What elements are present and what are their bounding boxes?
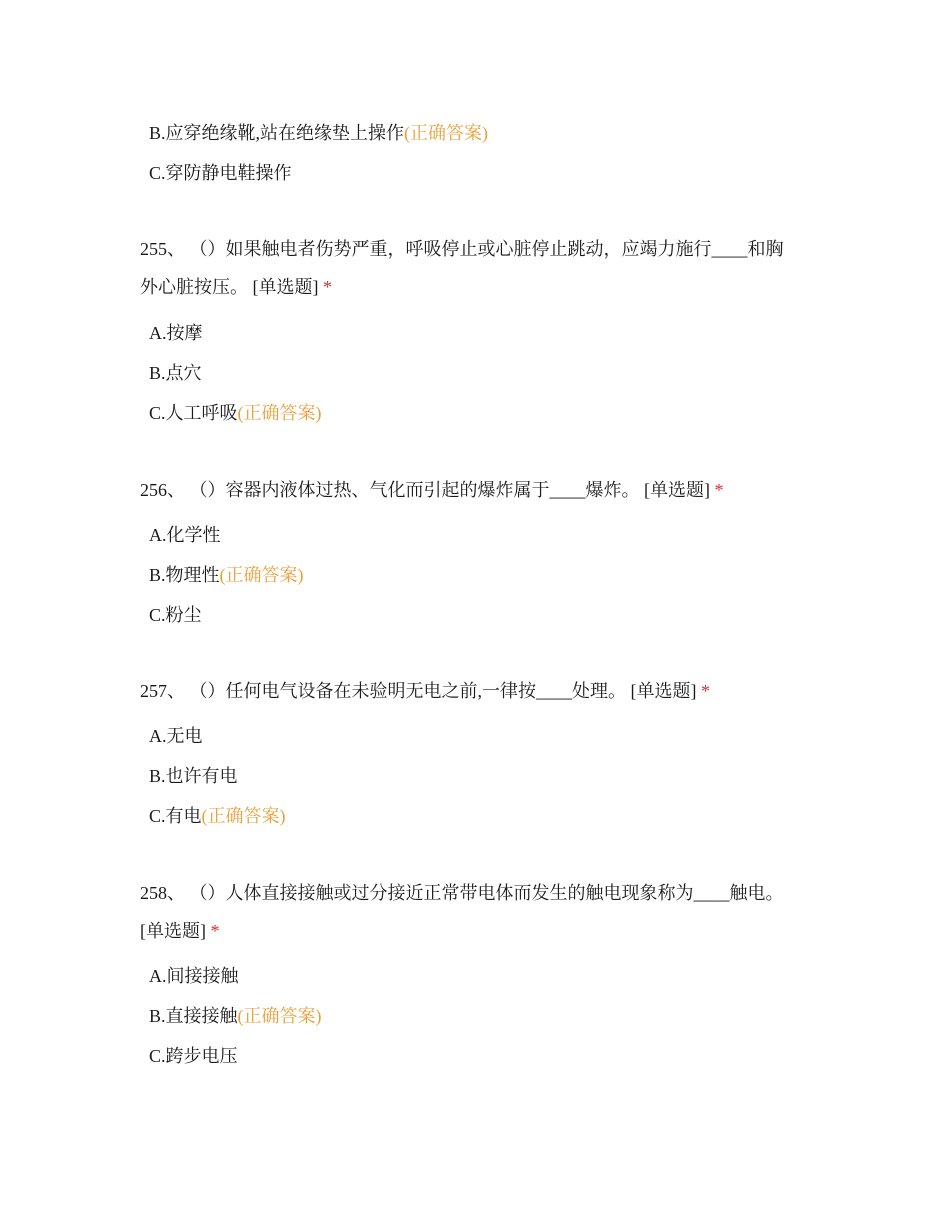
question-text-line bbox=[140, 268, 820, 306]
question-number: 255、 bbox=[140, 239, 185, 259]
option-c[interactable] bbox=[149, 401, 322, 425]
question-text: （）如果触电者伤势严重，呼吸停止或心脏停止跳动，应竭力施行____和胸 bbox=[189, 239, 784, 259]
option-label: B.直接接触 bbox=[149, 1006, 238, 1026]
correct-answer-marker: (正确答案) bbox=[219, 565, 304, 585]
question-text-line bbox=[140, 874, 820, 912]
option-label: B.物理性 bbox=[149, 565, 220, 585]
option-c[interactable] bbox=[149, 603, 202, 627]
question-text: （）任何电气设备在未验明无电之前,一律按____处理。 bbox=[189, 681, 626, 701]
option-b[interactable] bbox=[149, 1004, 322, 1028]
option-b[interactable] bbox=[149, 563, 304, 587]
correct-answer-marker: (正确答案) bbox=[201, 806, 286, 826]
question-255 bbox=[140, 230, 820, 306]
question-text-line bbox=[140, 230, 820, 268]
required-star: * bbox=[210, 921, 220, 941]
question-text: （）人体直接接触或过分接近正常带电体而发生的触电现象称为____触电。 bbox=[189, 883, 784, 903]
question-text: 外心脏按压。 bbox=[140, 277, 248, 297]
question-type-badge: [单选题] bbox=[644, 480, 710, 500]
option-label: B.应穿绝缘靴,站在绝缘垫上操作 bbox=[149, 123, 405, 143]
option-label: B.点穴 bbox=[149, 363, 202, 383]
required-star: * bbox=[714, 480, 724, 500]
question-number: 258、 bbox=[140, 883, 185, 903]
option-a[interactable] bbox=[149, 724, 203, 748]
correct-answer-marker: (正确答案) bbox=[237, 1006, 322, 1026]
question-text-line bbox=[140, 471, 820, 509]
option-label: A.化学性 bbox=[149, 525, 221, 545]
option-label: A.按摩 bbox=[149, 323, 203, 343]
option-label: C.人工呼吸 bbox=[149, 403, 238, 423]
option-label: C.跨步电压 bbox=[149, 1046, 238, 1066]
question-text-line bbox=[140, 672, 820, 710]
option-c[interactable] bbox=[149, 1044, 238, 1068]
question-number: 256、 bbox=[140, 480, 185, 500]
question-type-badge: [单选题] bbox=[140, 921, 206, 941]
question-text-line bbox=[140, 912, 820, 950]
question-257 bbox=[140, 672, 820, 710]
option-label: C.穿防静电鞋操作 bbox=[149, 163, 292, 183]
question-type-badge: [单选题] bbox=[630, 681, 697, 701]
required-star: * bbox=[701, 681, 710, 701]
question-256 bbox=[140, 471, 820, 509]
required-star: * bbox=[323, 277, 332, 297]
option-c[interactable] bbox=[149, 804, 286, 828]
option-b[interactable] bbox=[149, 764, 238, 788]
correct-answer-marker: (正确答案) bbox=[404, 123, 489, 143]
option-c[interactable] bbox=[149, 161, 292, 185]
option-b[interactable] bbox=[149, 121, 488, 145]
option-label: B.也许有电 bbox=[149, 766, 238, 786]
option-a[interactable] bbox=[149, 523, 221, 547]
question-text: （）容器内液体过热、气化而引起的爆炸属于____爆炸。 bbox=[189, 480, 640, 500]
question-type-badge: [单选题] bbox=[252, 277, 319, 297]
correct-answer-marker: (正确答案) bbox=[237, 403, 322, 423]
option-label: C.粉尘 bbox=[149, 605, 202, 625]
option-label: C.有电 bbox=[149, 806, 202, 826]
option-a[interactable] bbox=[149, 321, 203, 345]
question-number: 257、 bbox=[140, 681, 185, 701]
option-b[interactable] bbox=[149, 361, 202, 385]
question-258 bbox=[140, 874, 820, 950]
option-a[interactable] bbox=[149, 964, 239, 988]
option-label: A.间接接触 bbox=[149, 966, 239, 986]
option-label: A.无电 bbox=[149, 726, 203, 746]
